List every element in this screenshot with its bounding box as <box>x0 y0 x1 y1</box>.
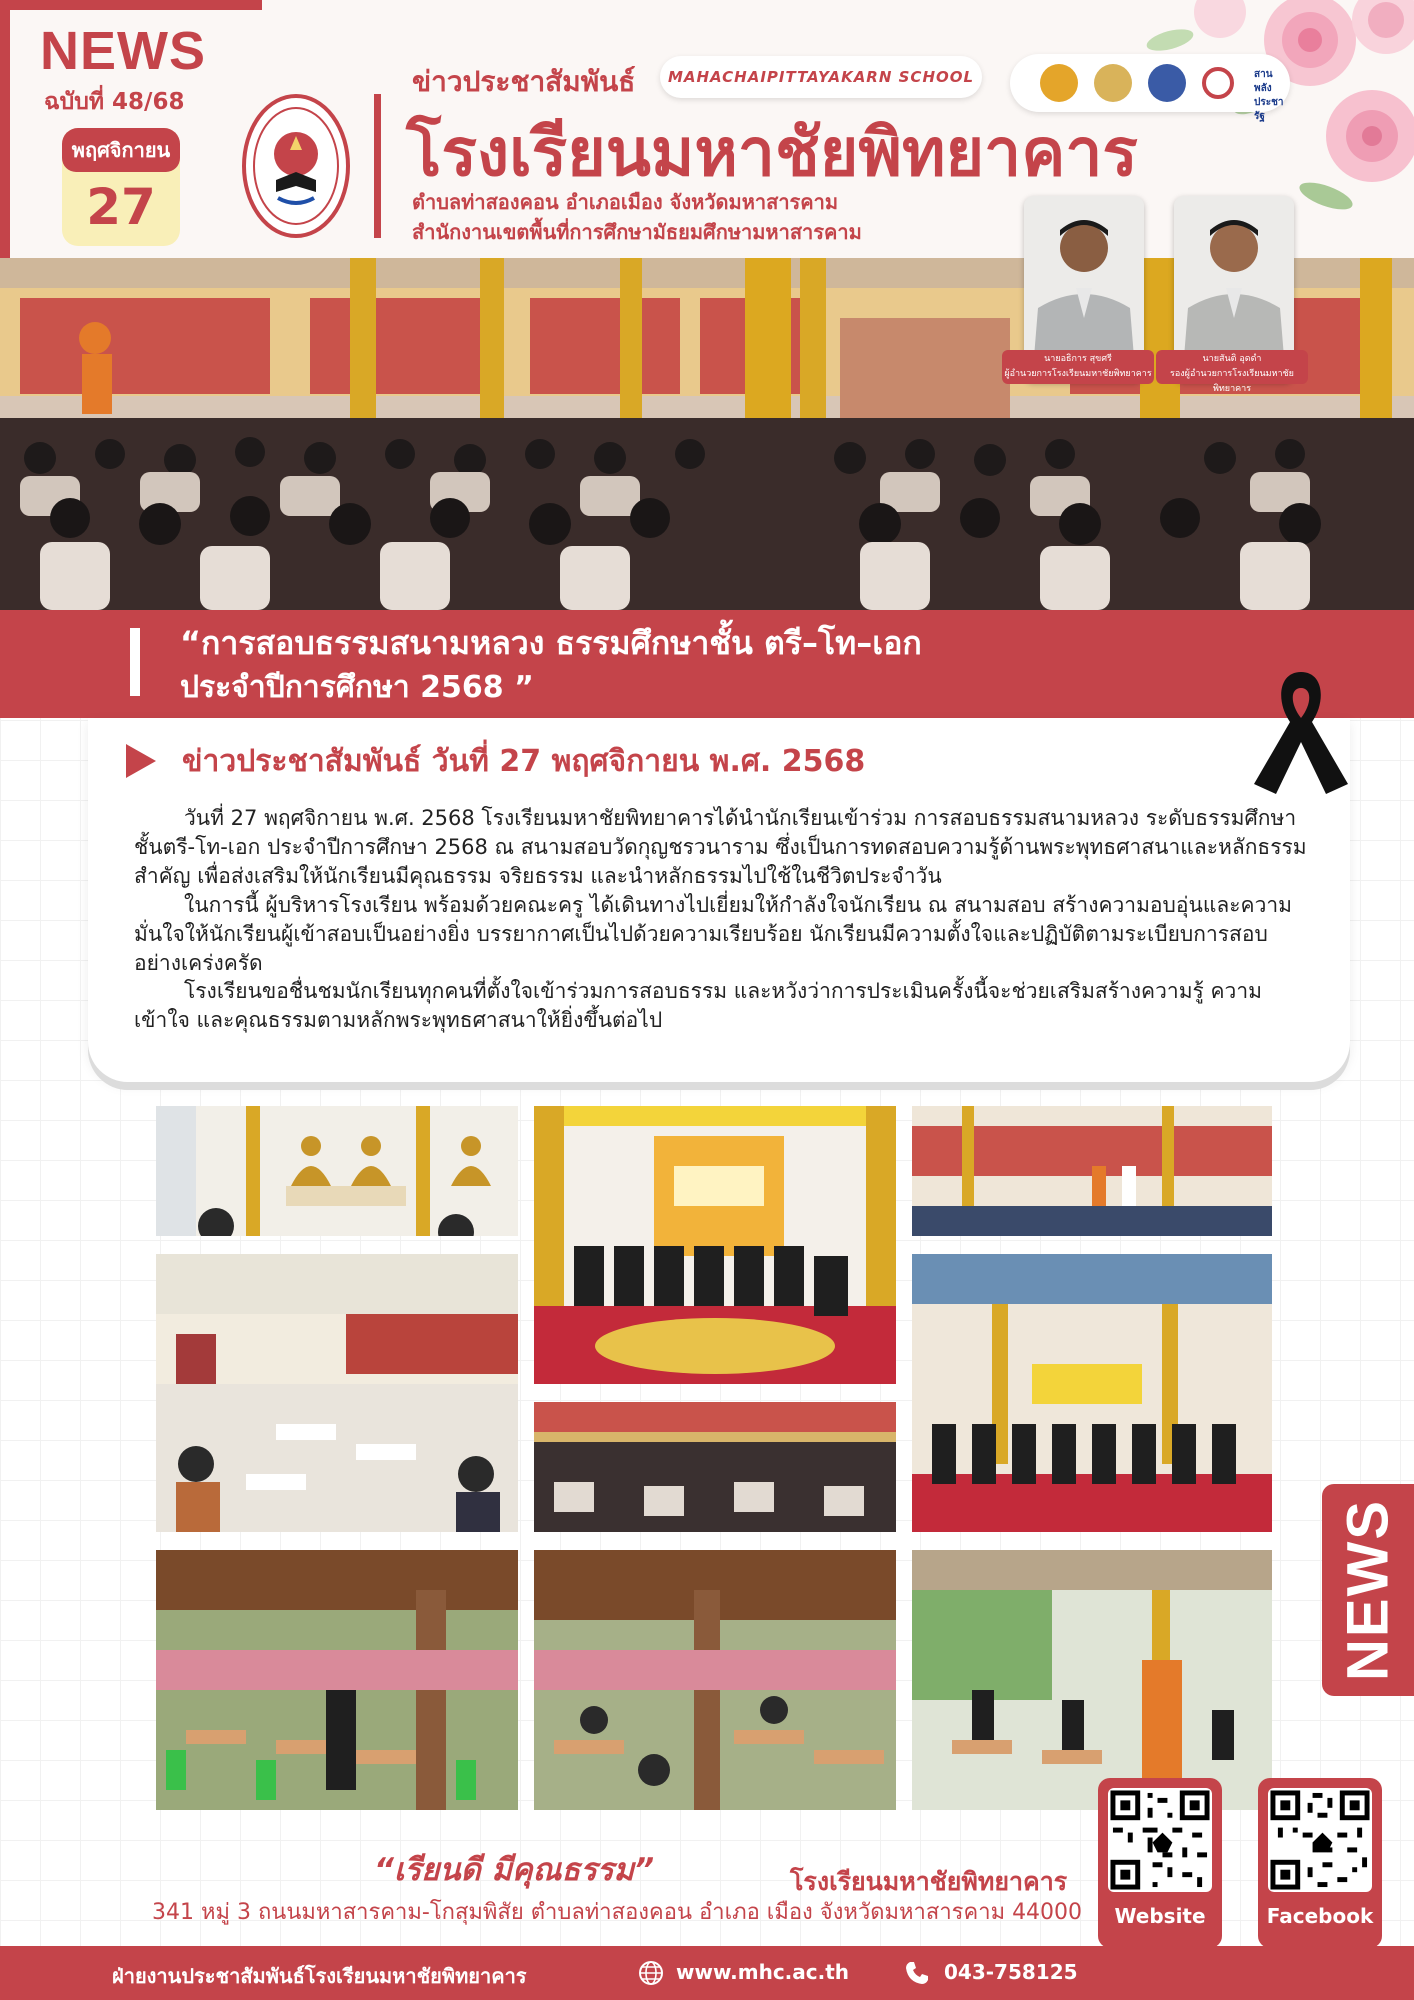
website-qr-label: Website <box>1114 1904 1206 1928</box>
executive-name: นายอธิการ สุขศรี <box>1044 354 1112 364</box>
photo-students-seated <box>534 1402 896 1532</box>
address-line-2: สำนักงานเขตพื้นที่การศึกษามัธยมศึกษามหาสารคาม <box>412 220 862 244</box>
executive-role: รองผู้อำนวยการโรงเรียนมหาชัยพิทยาคาร <box>1170 369 1294 394</box>
article-paragraph-2: ในการนี้ ผู้บริหารโรงเรียน พร้อมด้วยคณะครู ได้เดินทางไปเยี่ยมให้กำลังใจนักเรียน ณ สนามสอบ สร้างความอบอุ่นและความมั่นใจให้นักเรียนผู้เข้าสอบเป็นอย่างยิ่ง บรรยากาศเป็นไปด้วยความเรียบร้อย นักเรียนมีความตั้งใจและปฏิบัติตามระเบียบการสอบอย่างเคร่งครัด <box>134 893 1292 975</box>
address-line-1: ตำบลท่าสองคอน อำเภอเมือง จังหวัดมหาสารคาม <box>412 190 839 214</box>
play-icon <box>126 744 156 778</box>
date-badge <box>62 128 180 246</box>
photo-monks-at-temple <box>912 1106 1272 1236</box>
pr-department: ฝ่ายงานประชาสัมพันธ์โรงเรียนมหาชัยพิทยาคาร <box>112 1964 527 1988</box>
photo-group-in-hall <box>912 1254 1272 1532</box>
executive-caption-1 <box>1002 350 1154 384</box>
partner-logos <box>1010 54 1290 122</box>
obec-logo <box>1094 64 1132 102</box>
phone-number[interactable]: 043-758125 <box>944 1960 1078 1984</box>
issue-number: ฉบับที่ 48/68 <box>44 89 185 115</box>
mourning-ribbon-icon <box>1246 660 1356 800</box>
article-paragraph-1: วันที่ 27 พฤศจิกายน พ.ศ. 2568 โรงเรียนมหาชัยพิทยาคารได้นำนักเรียนเข้าร่วม การสอบธรรมสนามหลวง ระดับธรรมศึกษาชั้นตรี-โท-เอก ประจำปีการศึกษา 2568 ณ สนามสอบวัดกุญชรวนาราม ซึ่งเป็นการทดสอบความรู้ด้านพระพุทธศาสนาและหลักธรรมสำคัญ เพื่อส่งเสริมให้นักเรียนมีคุณธรรม จริยธรรม และนำหลักธรรมไปใช้ในชีวิตประจำวัน <box>134 806 1307 888</box>
district-logo <box>1148 64 1186 102</box>
globe-icon <box>638 1960 664 1986</box>
photo-group-at-exam-sign <box>534 1106 896 1384</box>
news-side-label: NEWS <box>1335 1499 1401 1681</box>
photo-exam-room <box>156 1254 518 1532</box>
photo-buddha-altar <box>156 1106 518 1236</box>
photo-open-pavilion-exam-2 <box>534 1550 896 1810</box>
headline-line-2: ประจำปีการศึกษา 2568 ” <box>180 670 534 705</box>
date-month: พฤศจิกายน <box>62 128 180 172</box>
school-name: โรงเรียนมหาชัยพิทยาคาร <box>406 114 1138 191</box>
title-divider <box>374 94 381 238</box>
school-logo <box>240 92 352 240</box>
phone-icon <box>904 1960 930 1986</box>
news-title: NEWS <box>40 21 206 81</box>
website-qr-card[interactable] <box>1098 1778 1222 1948</box>
website-link[interactable]: www.mhc.ac.th <box>676 1960 850 1984</box>
school-english-name: MAHACHAIPITTAYAKARN SCHOOL <box>660 56 982 98</box>
facebook-qr-card[interactable] <box>1258 1778 1382 1948</box>
bottom-contact-bar <box>0 1946 1414 2000</box>
qr-code-icon <box>1268 1788 1372 1892</box>
partner-label: สานพลัง ประชารัฐ <box>1254 69 1284 122</box>
photo-open-pavilion-exam-1 <box>156 1550 518 1810</box>
executive-role: ผู้อำนวยการโรงเรียนมหาชัยพิทยาคาร <box>1004 369 1152 379</box>
pr-label: ข่าวประชาสัมพันธ์ <box>412 65 636 98</box>
executive-name: นายสันติ อุดดำ <box>1202 354 1262 364</box>
facebook-qr-label: Facebook <box>1266 1904 1374 1928</box>
ministry-logo <box>1040 64 1078 102</box>
pracharat-logo <box>1202 67 1234 99</box>
date-day: 27 <box>86 178 156 236</box>
headline-accent-bar <box>130 628 140 696</box>
news-side-tab <box>1322 1484 1414 1696</box>
headline-line-1: “การสอบธรรมสนามหลวง ธรรมศึกษาชั้น ตรี–โท–เอก <box>180 624 922 662</box>
photo-pavilion-monk <box>912 1550 1272 1810</box>
school-motto: “เรียนดี มีคุณธรรม” <box>374 1852 655 1888</box>
footer-school-name: โรงเรียนมหาชัยพิทยาคาร <box>790 1867 1068 1896</box>
article-heading: ข่าวประชาสัมพันธ์ วันที่ 27 พฤศจิกายน พ.ศ. 2568 <box>182 744 866 779</box>
article-paragraph-3: โรงเรียนขอชื่นชมนักเรียนทุกคนที่ตั้งใจเข้าร่วมการสอบธรรม และหวังว่าการประเมินครั้งนี้จะช่วยเสริมสร้างความรู้ ความเข้าใจ และคุณธรรมตามหลักพระพุทธศาสนาให้ยิ่งขึ้นต่อไป <box>134 979 1262 1032</box>
footer-address: 341 หมู่ 3 ถนนมหาสารคาม-โกสุมพิสัย ตำบลท่าสองคอน อำเภอ เมือง จังหวัดมหาสารคาม 44000 <box>152 1900 1083 1925</box>
qr-code-icon <box>1108 1788 1212 1892</box>
executive-caption-2 <box>1156 350 1308 394</box>
